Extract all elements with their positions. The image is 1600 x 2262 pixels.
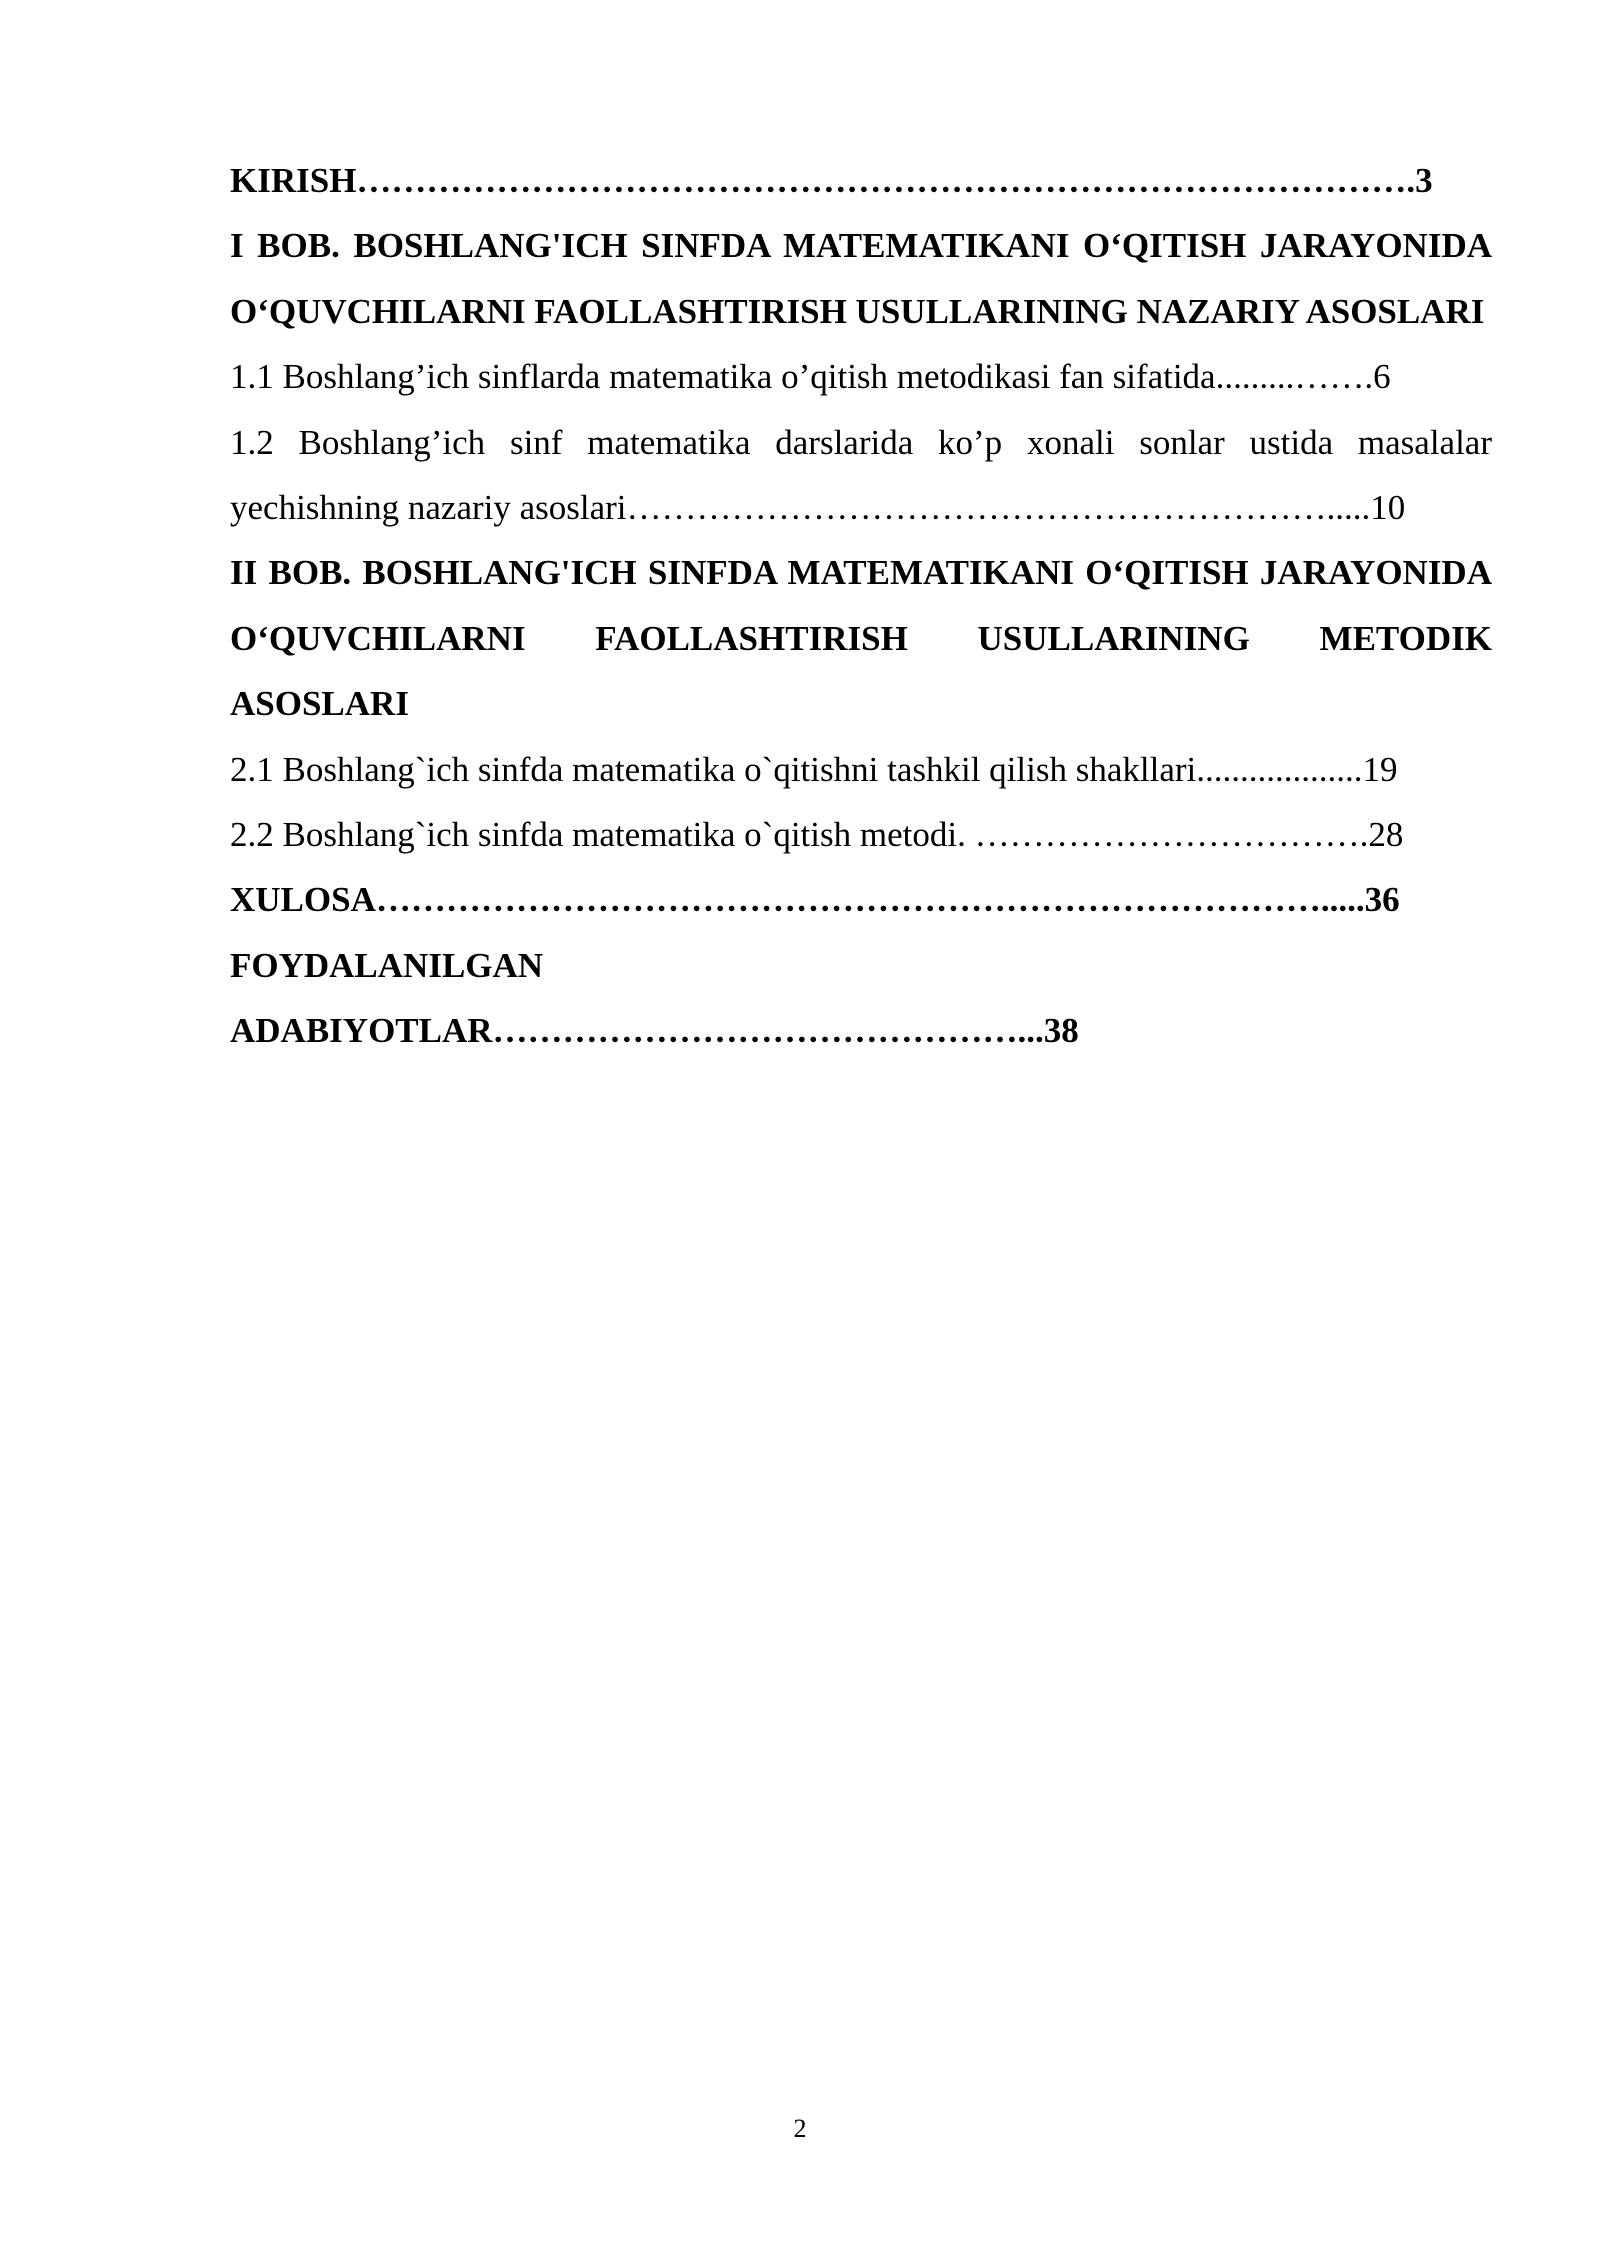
page-number: 2 [793,2114,807,2143]
table-of-contents [230,148,1492,1064]
toc-entry-kirish: KIRISH……………………………………………………………………………….3 [230,161,1433,200]
toc-section-1-2: 1.2 Boshlang’ich sinf matematika darslarida ko’p xonali sonlar ustida masalalar yechishning nazariy asoslari…………………………………………………….....10 [230,422,1492,528]
toc-section-2-2: 2.2 Boshlang`ich sinfda matematika o`qitish metodi. …………………………….28 [230,815,1404,855]
toc-entry-adabiyot-line-1: FOYDALANILGAN [230,945,544,985]
toc-section-2-1: 2.1 Boshlang`ich sinfda matematika o`qitishni tashkil qilish shakllari...................19 [230,749,1398,789]
toc-chapter-1: I BOB. BOSHLANG'ICH SINFDA MATEMATIKANI O‘QITISH JARAYONIDA O‘QUVCHILARNI FAOLLASHTIRISH USULLARINING NAZARIY ASOSLARI [230,226,1492,331]
toc-chapter-2: II BOB. BOSHLANG'ICH SINFDA MATEMATIKANI O‘QITISH JARAYONIDA O‘QUVCHILARNI FAOLLASHTIRISH USULLARINING METODIK ASOSLARI [230,553,1492,724]
toc-entry-adabiyot-line-2: ADABIYOTLAR………………………………………...38 [230,1011,1079,1051]
toc-section-1-1: 1.1 Boshlang’ich sinflarda matematika o’qitish metodikasi fan sifatida.........…….6 [230,357,1391,397]
toc-entry-xulosa: XULOSA……………………………………………………………………….....36 [230,880,1400,920]
